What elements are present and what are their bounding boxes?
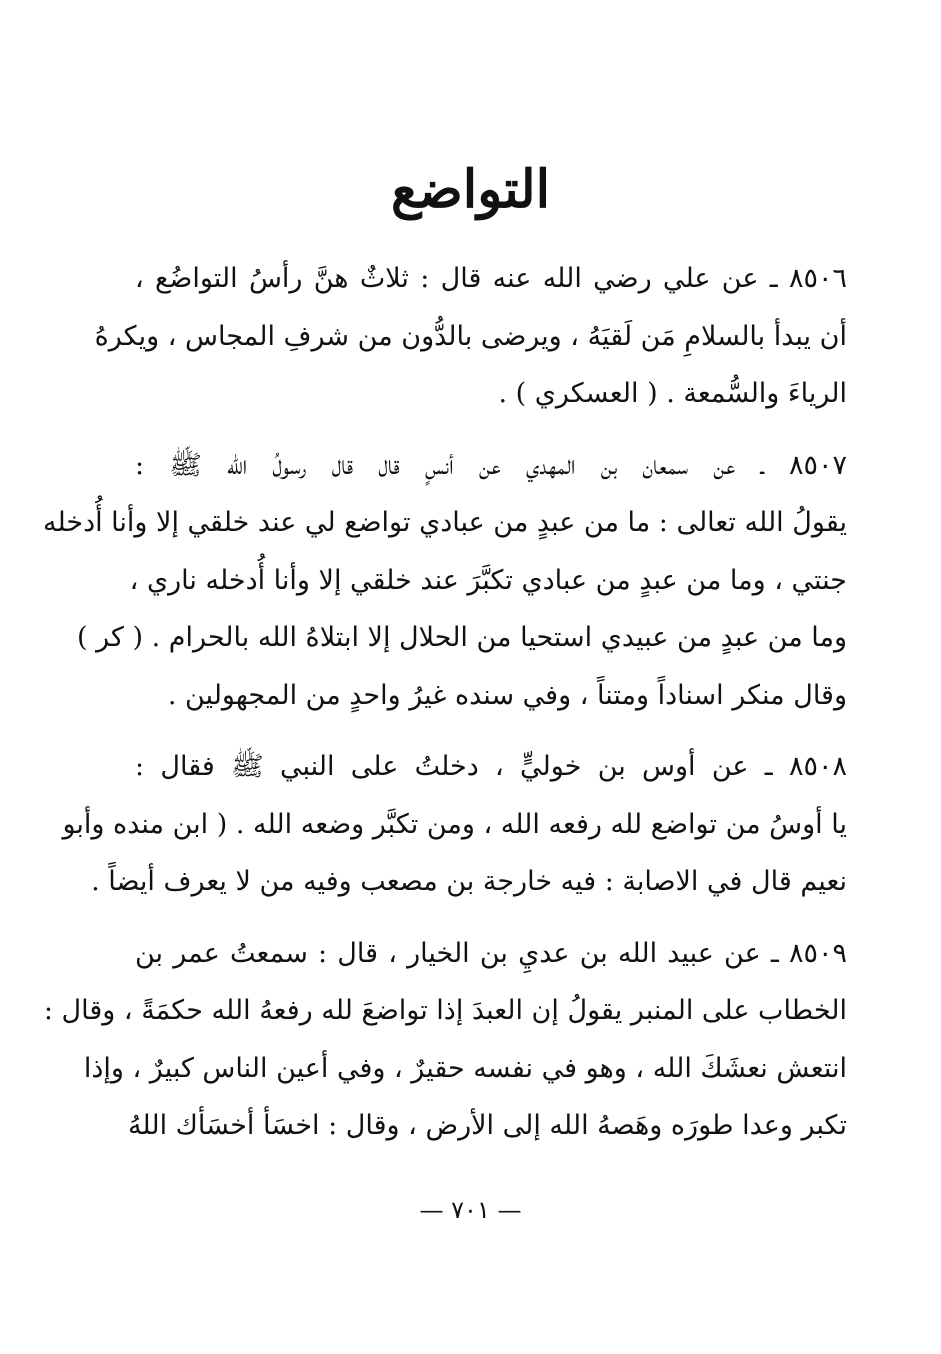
text-line: وما من عبدٍ من عبيدي استحيا من الحلال إلا ابتلاهُ الله بالحرام . ( كر ) [77,622,847,653]
text-line: ٨٥٠٨ ـ عن أوس بن خوليٍّ ، دخلتُ على النبي ﷺ فقال : [135,751,847,782]
text-line: ٨٥٠٦ ـ عن علي رضي الله عنه قال : ثلاثٌ هنَّ رأسُ التواضُع ، [135,263,847,294]
hadith-8507 [42,437,847,725]
text-line: تكبر وعدا طورَه وهَصهُ الله إلى الأرض ، وقال : اخسَأ أخسَأك اللهُ [127,1110,847,1141]
text-line: وقال منكر اسناداً ومتناً ، وفي سنده غيرُ واحدٍ من المجهولين . [167,679,847,711]
text-line: الخطاب على المنبر يقولُ إن العبدَ إذا تواضعَ لله رفعهُ الله حكمَةً ، وقال : [43,995,847,1026]
hadith-8509 [43,925,847,1155]
text-line: الرياءَ والسُّمعة . ( العسكري ) . [498,378,847,409]
page-number: — ٧٠١ — [419,1196,522,1224]
text-line: جنتي ، وما من عبدٍ من عبادي تكبَّرَ عند خلقي إلا وأنا أُدخله ناري ، [129,564,847,596]
text-line: ٨٥٠٧ ـ عن سمعان بن المهدي عن أنسٍ قال قال رسولُ الله ﷺ : [135,449,847,481]
text-line: ٨٥٠٩ ـ عن عبيد الله بن عديِ بن الخيار ، قال : سمعتُ عمر بن [135,937,847,969]
text-line: نعيم قال في الاصابة : فيه خارجة بن مصعب وفيه من لا يعرف أيضاً . [91,866,847,897]
text-line: انتعش نعشَكَ الله ، وهو في نفسه حقيرٌ ، وفي أعين الناس كبيرٌ ، وإذا [83,1052,847,1084]
text-line: أن يبدأ بالسلامِ مَن لَقيَهُ ، ويرضى بالدُّون من شرفِ المجاس ، ويكرهُ [94,320,847,352]
hadith-8508 [62,738,847,911]
text-line: يا أوسُ من تواضع لله رفعه الله ، ومن تكبَّر وضعه الله . ( ابن منده وأبو [62,808,847,840]
text-line: يقولُ الله تعالى : ما من عبدٍ من عبادي تواضع لي عند خلقي إلا وأنا أُدخله [42,507,847,538]
chapter-title: التواضع [390,159,551,220]
hadith-8506 [94,250,847,423]
text-body [42,250,847,1169]
